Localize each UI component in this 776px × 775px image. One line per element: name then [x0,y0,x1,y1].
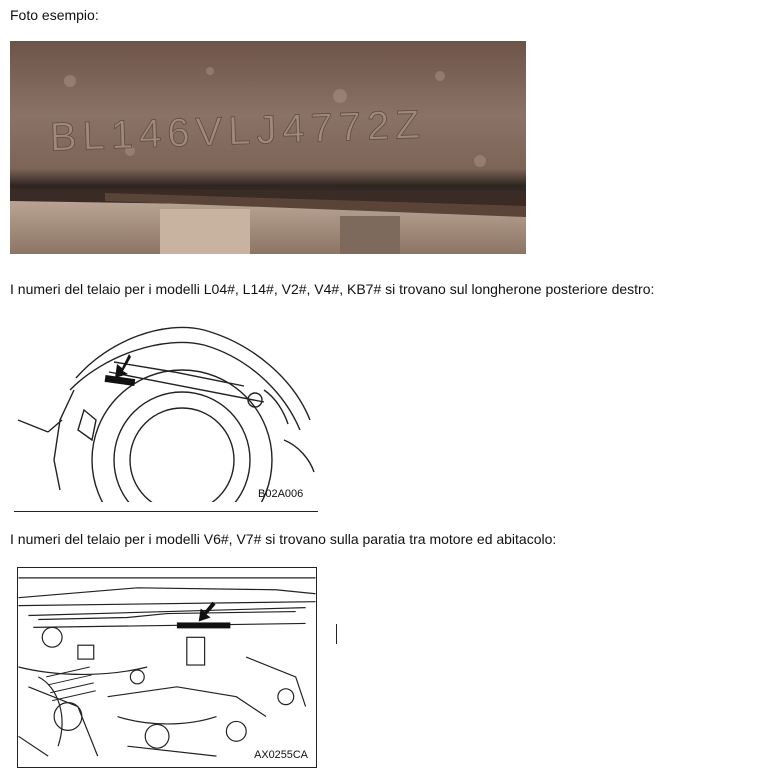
stamped-vin-text: BL146VLJ4772Z [49,102,427,160]
text-cursor [336,624,337,644]
rear-rail-diagram-label: B02A006 [258,488,304,500]
chassis-photo [10,41,526,254]
bulkhead-diagram [17,567,317,768]
bulkhead-caption: I numeri del telaio per i modelli V6#, V7# si trovano sulla paratia tra motore ed abitacolo: [10,531,557,547]
marker-arrow [177,602,230,629]
rear-rail-caption: I numeri del telaio per i modelli L04#, L14#, V2#, V4#, KB7# si trovano sul longherone posteriore destro: [10,281,655,297]
separator-line [14,511,318,512]
marker-arrow [105,354,136,386]
rear-rail-diagram [14,320,318,502]
bulkhead-diagram-label: AX0255CA [254,749,308,762]
photo-caption: Foto esempio: [10,7,99,23]
